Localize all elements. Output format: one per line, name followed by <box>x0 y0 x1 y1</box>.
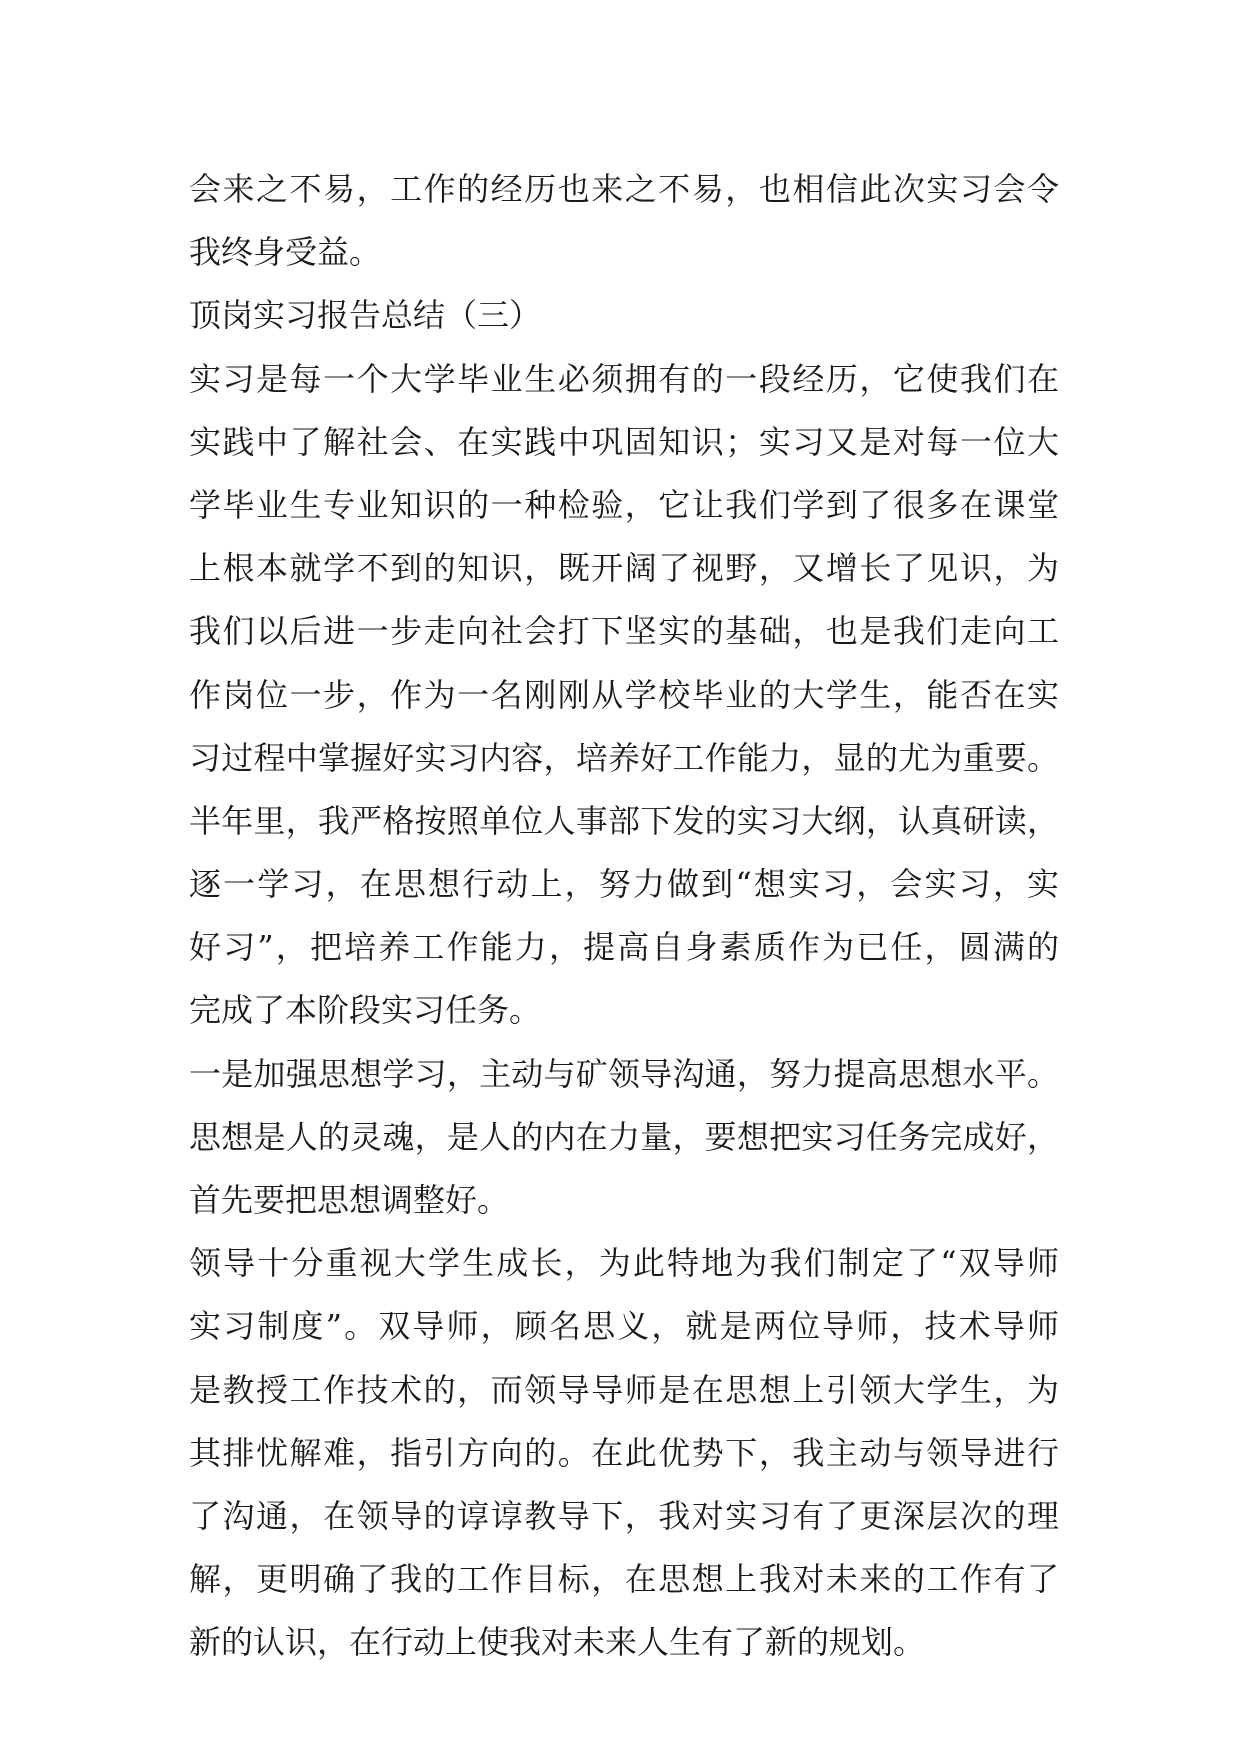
text-line: 新的认识，在行动上使我对未来人生有了新的规划。 <box>189 1623 926 1662</box>
text-line: 上根本就学不到的知识，既开阔了视野，又增长了见识，为 <box>189 549 1059 588</box>
text-line: 思想是人的灵魂，是人的内在力量，要想把实习任务完成好， <box>189 1117 1059 1156</box>
text-line: 实习是每一个大学毕业生必须拥有的一段经历，它使我们在 <box>189 359 1059 398</box>
text-line: 逐一学习，在思想行动上，努力做到“想实习，会实习，实 <box>189 865 1059 904</box>
text-line: 领导十分重视大学生成长，为此特地为我们制定了“双导师 <box>189 1244 1059 1283</box>
text-line: 习过程中掌握好实习内容，培养好工作能力，显的尤为重要。 <box>189 738 1059 777</box>
text-line: 顶岗实习报告总结（三） <box>189 296 542 335</box>
text-line: 是教授工作技术的，而领导导师是在思想上引领大学生，为 <box>189 1370 1059 1409</box>
text-line: 实习制度”。双导师，顾名思义，就是两位导师，技术导师 <box>189 1307 1059 1346</box>
text-line: 半年里，我严格按照单位人事部下发的实习大纲，认真研读， <box>189 801 1059 840</box>
text-line: 我们以后进一步走向社会打下坚实的基础，也是我们走向工 <box>189 612 1059 651</box>
text-line: 我终身受益。 <box>189 233 382 272</box>
text-line: 首先要把思想调整好。 <box>189 1181 510 1219</box>
text-line: 作岗位一步，作为一名刚刚从学校毕业的大学生，能否在实 <box>189 675 1059 714</box>
text-line: 完成了本阶段实习任务。 <box>189 991 542 1030</box>
text-line: 其排忧解难，指引方向的。在此优势下，我主动与领导进行 <box>189 1433 1059 1472</box>
text-line: 实践中了解社会、在实践中巩固知识；实习又是对每一位大 <box>189 422 1059 461</box>
text-line: 解，更明确了我的工作目标，在思想上我对未来的工作有了 <box>189 1560 1059 1599</box>
text-line: 学毕业生专业知识的一种检验，它让我们学到了很多在课堂 <box>189 485 1059 524</box>
text-line: 好习”，把培养工作能力，提高自身素质作为已任，圆满的 <box>189 928 1059 967</box>
text-line: 了沟通，在领导的谆谆教导下，我对实习有了更深层次的理 <box>189 1496 1059 1535</box>
text-line: 一是加强思想学习，主动与矿领导沟通，努力提高思想水平。 <box>189 1054 1059 1093</box>
text-line: 会来之不易，工作的经历也来之不易，也相信此次实习会令 <box>189 170 1059 208</box>
document-body <box>189 158 1059 1675</box>
